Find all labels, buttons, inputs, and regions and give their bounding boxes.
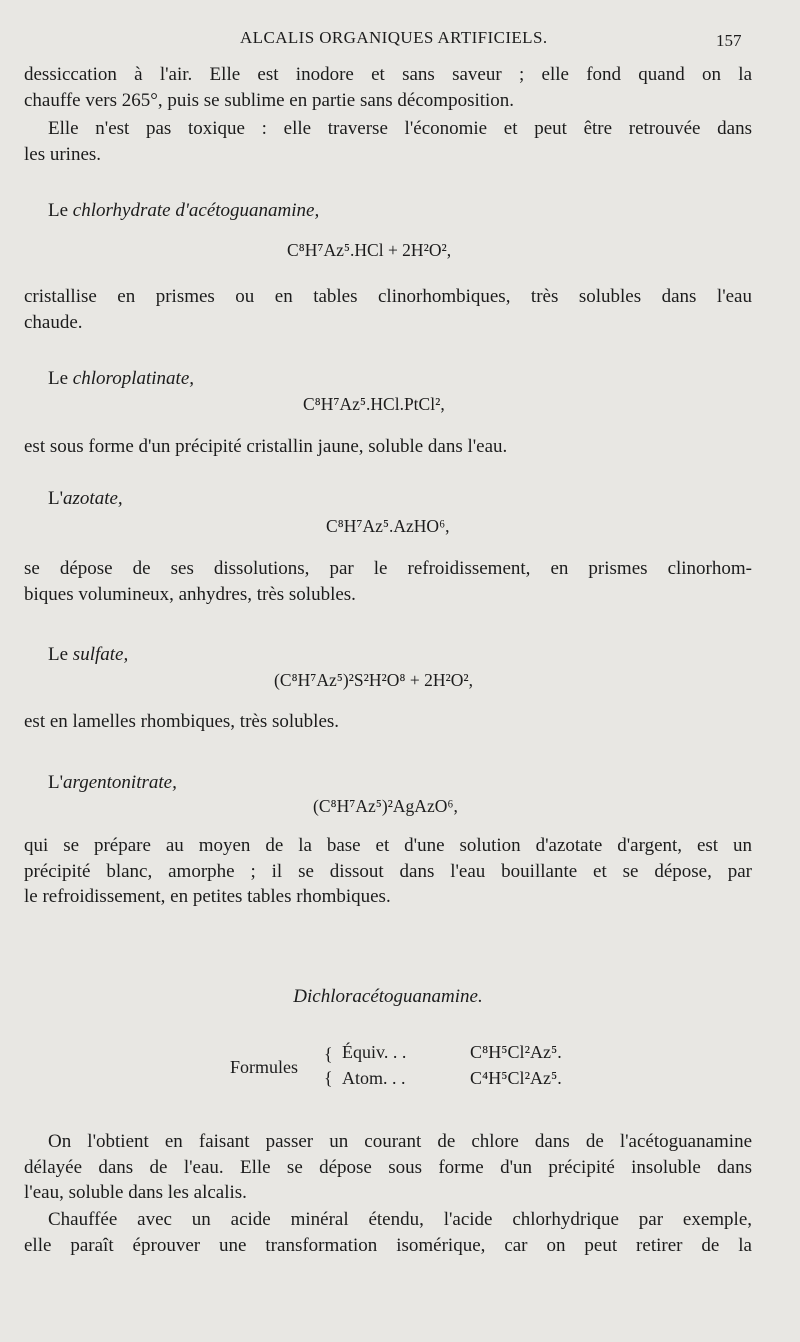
formula-row-equiv (342, 1042, 562, 1063)
row-label: Atom. . . (342, 1068, 406, 1088)
text-line: l'eau, soluble dans les alcalis. (24, 1182, 247, 1203)
row-value: C⁴H⁵Cl²Az⁵. (470, 1068, 562, 1088)
text-line: Elle n'est pas toxique : elle traverse l'économie et peut être retrouvée dans (48, 118, 752, 139)
running-title: ALCALIS ORGANIQUES ARTIFICIELS. (240, 28, 548, 47)
section-heading: Dichloracétoguanamine. (293, 986, 483, 1007)
azotate-lead (48, 486, 123, 511)
lead-article: Le (48, 368, 73, 389)
text-line: chauffe vers 265°, puis se sublime en partie sans décomposition. (24, 89, 515, 111)
text-line: précipité blanc, amorphe ; il se dissout dans l'eau bouillante et se dépose, par (24, 860, 752, 882)
text-line: elle paraît éprouver une transformation isomérique, car on peut retirer de la (24, 1234, 752, 1256)
text-line: délayée dans de l'eau. Elle se dépose sous forme d'un précipité insoluble dans (24, 1156, 752, 1178)
argentonitrate-lead (48, 770, 177, 795)
lead-article: L' (48, 488, 64, 509)
brace-icon: { { (324, 1044, 333, 1088)
sulfate-formula: (C⁸H⁷Az⁵)²S²H²O⁸ + 2H²O², (274, 670, 474, 690)
page-number: 157 (716, 31, 742, 50)
chloroplatinate-lead (48, 366, 194, 391)
formules-block (230, 1040, 610, 1096)
row-value: C⁸H⁵Cl²Az⁵. (470, 1042, 562, 1062)
text-line: On l'obtient en faisant passer un courant de chlore dans de l'acétoguanamine (48, 1131, 752, 1152)
salt-name: azotate, (63, 488, 123, 509)
lead-article: Le (48, 644, 73, 665)
argentonitrate-formula: (C⁸H⁷Az⁵)²AgAzO⁶, (313, 796, 458, 816)
text-line: dessiccation à l'air. Elle est inodore et sans saveur ; elle fond quand on la (24, 64, 752, 85)
paragraph-9 (24, 1207, 752, 1258)
text-line: Chauffée avec un acide minéral étendu, l'acide chlorhydrique par exemple, (48, 1209, 752, 1230)
row-label: Équiv. . . (342, 1042, 407, 1062)
salt-name: chloroplatinate, (72, 368, 194, 389)
paragraph-2 (24, 116, 752, 167)
paragraph-5 (24, 556, 752, 607)
chloroplatinate-formula: C⁸H⁷Az⁵.HCl.PtCl², (303, 394, 445, 414)
text-line: est en lamelles rhombiques, très solubles. (24, 711, 340, 732)
paragraph-6 (24, 709, 752, 735)
text-line: le refroidissement, en petites tables rhombiques. (24, 886, 391, 907)
lead-article: L' (48, 772, 64, 793)
azotate-formula: C⁸H⁷Az⁵.AzHO⁶, (326, 516, 450, 536)
text-line: cristallise en prismes ou en tables clinorhombiques, très solubles dans l'eau (24, 286, 752, 307)
paragraph-8 (24, 1129, 752, 1206)
text-line: chaude. (24, 311, 83, 333)
salt-name: sulfate, (72, 644, 129, 665)
chlorhydrate-lead (48, 198, 319, 223)
paragraph-3 (24, 284, 752, 335)
running-head (0, 28, 800, 52)
lead-article: Le (48, 200, 73, 221)
text-line: se dépose de ses dissolutions, par le refroidissement, en prismes clinorhom- (24, 558, 752, 579)
salt-name: argentonitrate, (63, 772, 177, 793)
paragraph-1 (24, 62, 752, 113)
chlorhydrate-formula: C⁸H⁷Az⁵.HCl + 2H²O², (287, 240, 452, 260)
text-line: est sous forme d'un précipité cristallin jaune, soluble dans l'eau. (24, 436, 508, 457)
text-line: qui se prépare au moyen de la base et d'une solution d'azotate d'argent, est un (24, 835, 752, 856)
salt-name: chlorhydrate d'acétoguanamine, (72, 200, 320, 221)
paragraph-4 (24, 434, 752, 460)
text-line: les urines. (24, 143, 102, 165)
formules-label: Formules (230, 1057, 299, 1077)
text-line: biques volumineux, anhydres, très solubles. (24, 583, 356, 605)
formula-row-atom (342, 1068, 562, 1089)
paragraph-7 (24, 833, 752, 910)
sulfate-lead (48, 642, 128, 667)
